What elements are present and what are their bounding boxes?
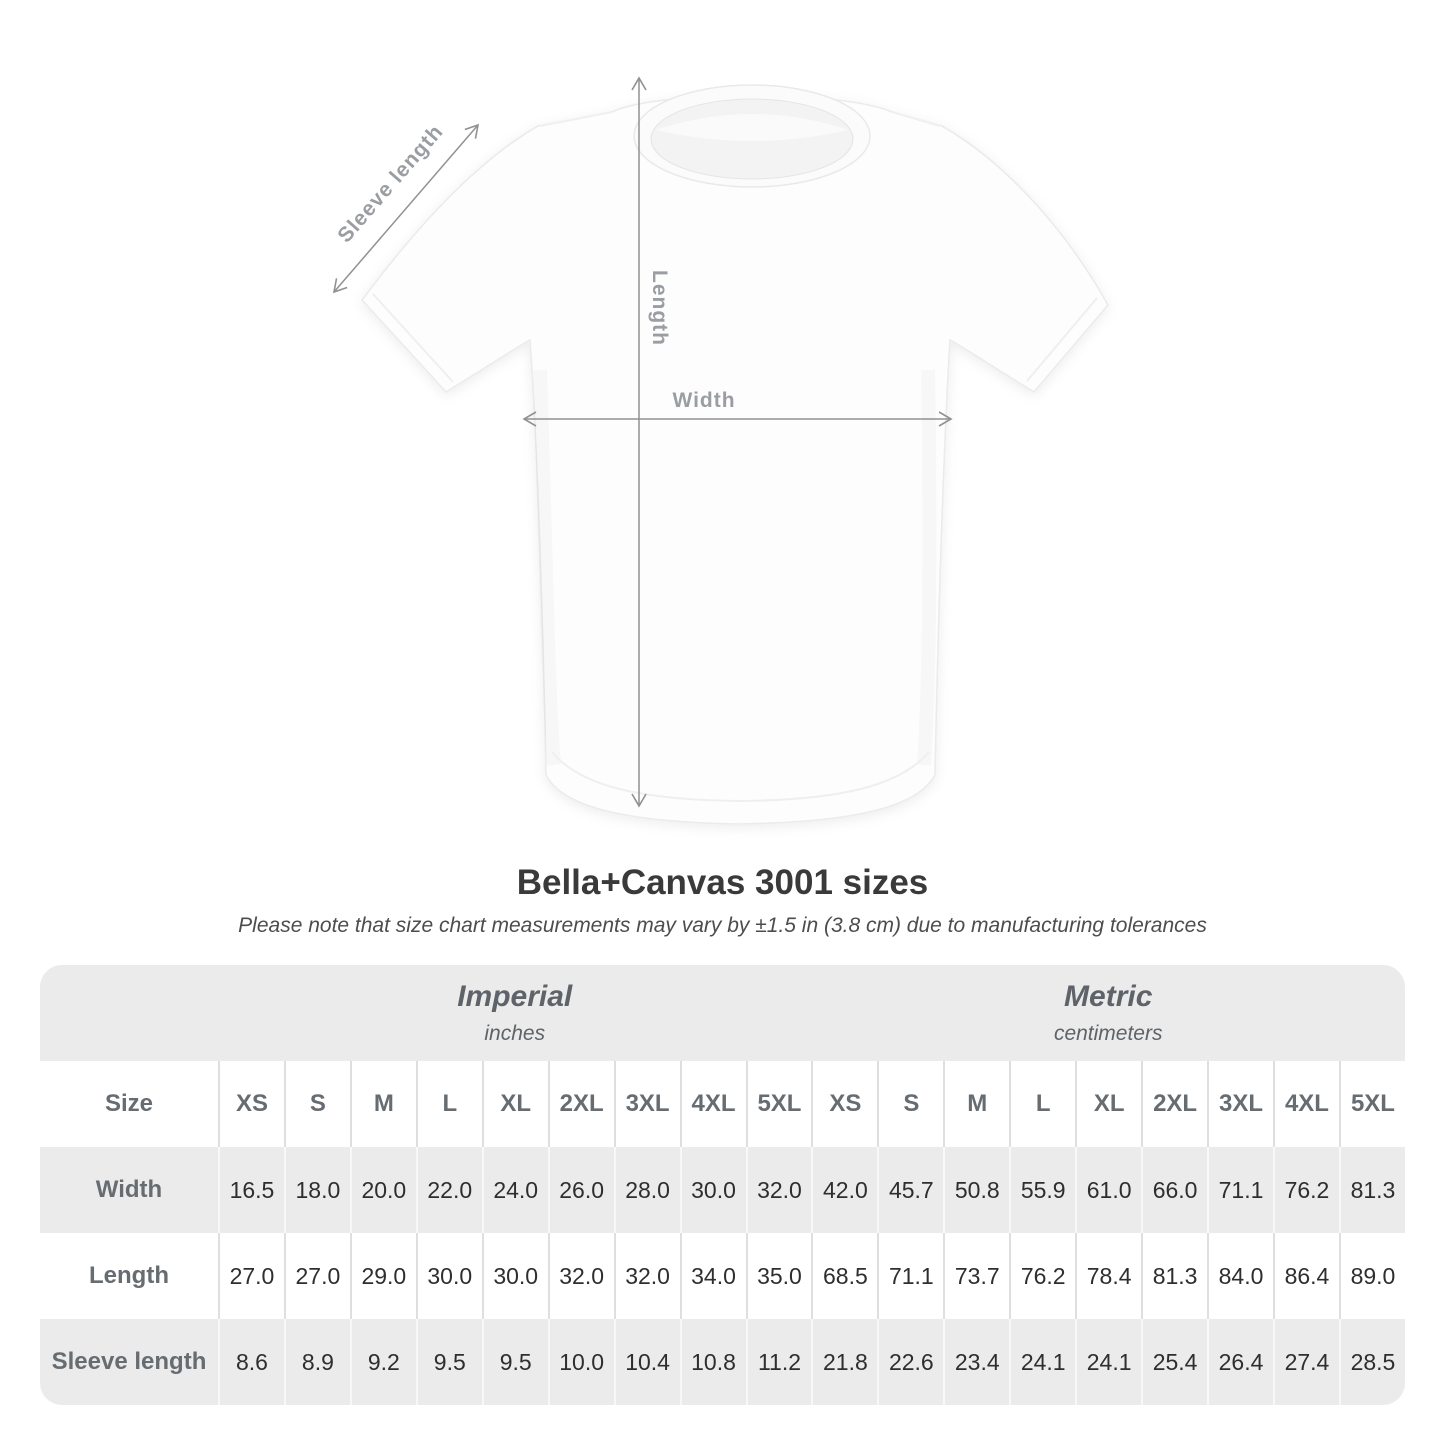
size-header-imperial: M — [350, 1061, 416, 1147]
metric-unit: centimeters — [1053, 1022, 1163, 1046]
size-header-metric: S — [877, 1061, 943, 1147]
table-cell: 25.4 — [1141, 1319, 1207, 1405]
table-cell: 26.4 — [1207, 1319, 1273, 1405]
table-cell: 8.6 — [218, 1319, 284, 1405]
size-chart-table — [40, 965, 1405, 1405]
table-cell: 24.0 — [482, 1147, 548, 1233]
table-cell: 27.0 — [218, 1233, 284, 1319]
table-cell: 32.0 — [548, 1233, 614, 1319]
size-header-imperial: 5XL — [746, 1061, 812, 1147]
table-cell: 84.0 — [1207, 1233, 1273, 1319]
metric-group-header — [811, 965, 1405, 1061]
size-header-metric: 5XL — [1339, 1061, 1405, 1147]
table-cell: 26.0 — [548, 1147, 614, 1233]
table-cell: 89.0 — [1339, 1233, 1405, 1319]
size-header-metric: L — [1009, 1061, 1075, 1147]
metric-title: Metric — [1064, 980, 1153, 1014]
width-label: Width — [672, 389, 736, 412]
table-cell: 20.0 — [350, 1147, 416, 1233]
size-chart — [40, 965, 1405, 1405]
imperial-group-header — [218, 965, 811, 1061]
table-cell: 76.2 — [1273, 1147, 1339, 1233]
page-title: Bella+Canvas 3001 sizes — [516, 863, 929, 902]
length-row — [40, 1233, 1405, 1319]
size-header-metric: 3XL — [1207, 1061, 1273, 1147]
table-cell: 30.0 — [416, 1233, 482, 1319]
table-cell: 45.7 — [877, 1147, 943, 1233]
table-cell: 68.5 — [811, 1233, 877, 1319]
table-cell: 55.9 — [1009, 1147, 1075, 1233]
imperial-title: Imperial — [457, 980, 573, 1014]
table-cell: 27.4 — [1273, 1319, 1339, 1405]
size-header-imperial: S — [284, 1061, 350, 1147]
table-cell: 10.4 — [614, 1319, 680, 1405]
table-cell: 32.0 — [614, 1233, 680, 1319]
table-cell: 78.4 — [1075, 1233, 1141, 1319]
table-cell: 30.0 — [482, 1233, 548, 1319]
size-header-metric: 2XL — [1141, 1061, 1207, 1147]
table-cell: 28.0 — [614, 1147, 680, 1233]
row-label: Width — [40, 1147, 218, 1233]
table-cell: 18.0 — [284, 1147, 350, 1233]
table-cell: 27.0 — [284, 1233, 350, 1319]
sleeve-length-label: Sleeve length — [333, 120, 448, 248]
units-row — [40, 965, 1405, 1061]
table-cell: 24.1 — [1009, 1319, 1075, 1405]
table-cell: 21.8 — [811, 1319, 877, 1405]
tshirt-silhouette — [362, 96, 1108, 825]
table-cell: 50.8 — [943, 1147, 1009, 1233]
table-cell: 23.4 — [943, 1319, 1009, 1405]
table-cell: 42.0 — [811, 1147, 877, 1233]
size-header-row — [40, 1061, 1405, 1147]
table-cell: 35.0 — [746, 1233, 812, 1319]
table-cell: 22.0 — [416, 1147, 482, 1233]
size-header-metric: XL — [1075, 1061, 1141, 1147]
table-cell: 29.0 — [350, 1233, 416, 1319]
table-cell: 61.0 — [1075, 1147, 1141, 1233]
table-cell: 22.6 — [877, 1319, 943, 1405]
size-header-imperial: XL — [482, 1061, 548, 1147]
units-row-spacer — [40, 965, 218, 1061]
imperial-unit: inches — [484, 1022, 546, 1046]
table-cell: 66.0 — [1141, 1147, 1207, 1233]
table-cell: 9.5 — [482, 1319, 548, 1405]
size-header-imperial: L — [416, 1061, 482, 1147]
sleeve-length-row — [40, 1319, 1405, 1405]
size-header-imperial: 2XL — [548, 1061, 614, 1147]
fold-shading-right — [924, 370, 929, 765]
table-cell: 32.0 — [746, 1147, 812, 1233]
table-cell: 71.1 — [877, 1233, 943, 1319]
page-subtitle: Please note that size chart measurements may vary by ±1.5 in (3.8 cm) due to manufacturing tolerances — [238, 914, 1207, 938]
table-cell: 11.2 — [746, 1319, 812, 1405]
table-cell: 9.5 — [416, 1319, 482, 1405]
table-cell: 30.0 — [680, 1147, 746, 1233]
width-row — [40, 1147, 1405, 1233]
table-cell: 10.8 — [680, 1319, 746, 1405]
table-cell: 24.1 — [1075, 1319, 1141, 1405]
size-header-metric: M — [943, 1061, 1009, 1147]
row-label: Length — [89, 1262, 169, 1290]
size-header-imperial: 3XL — [614, 1061, 680, 1147]
table-cell: 10.0 — [548, 1319, 614, 1405]
table-cell: 16.5 — [218, 1147, 284, 1233]
table-cell: 28.5 — [1339, 1319, 1405, 1405]
table-cell: 9.2 — [350, 1319, 416, 1405]
table-cell: 34.0 — [680, 1233, 746, 1319]
size-header-metric: XS — [811, 1061, 877, 1147]
size-header-metric: 4XL — [1273, 1061, 1339, 1147]
size-column-header: Size — [104, 1090, 154, 1118]
table-cell: 76.2 — [1009, 1233, 1075, 1319]
table-cell: 71.1 — [1207, 1147, 1273, 1233]
size-header-imperial: XS — [218, 1061, 284, 1147]
size-header-imperial: 4XL — [680, 1061, 746, 1147]
table-cell: 8.9 — [284, 1319, 350, 1405]
table-cell: 86.4 — [1273, 1233, 1339, 1319]
length-label: Length — [648, 270, 671, 346]
table-cell: 81.3 — [1141, 1233, 1207, 1319]
table-cell: 73.7 — [943, 1233, 1009, 1319]
table-cell: 81.3 — [1339, 1147, 1405, 1233]
row-label: Sleeve length — [40, 1319, 218, 1405]
